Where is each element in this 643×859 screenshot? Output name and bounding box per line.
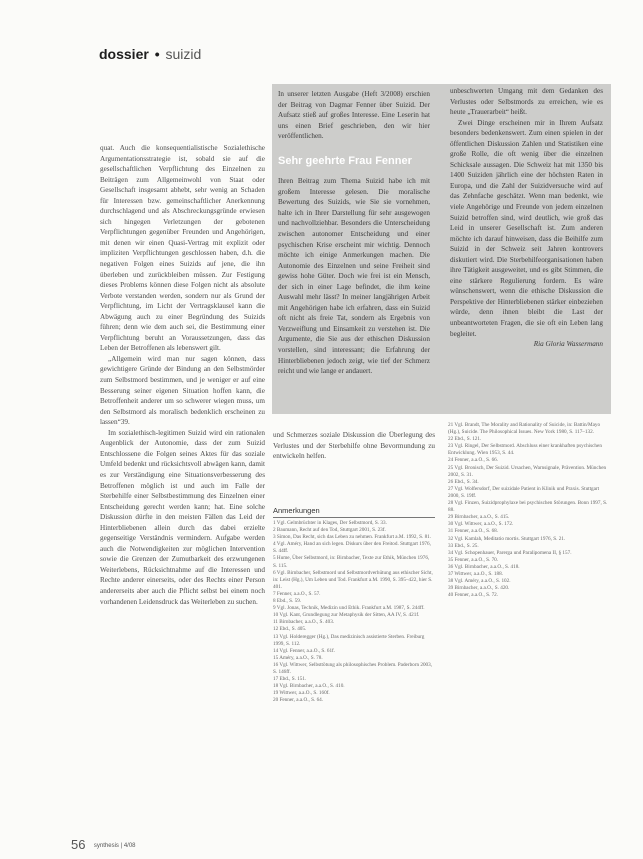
footnote: 40 Fenner, a.a.O., S. 72. — [448, 592, 499, 599]
left-paragraph: quat. Auch die konsequentialistische Sozialethische Argumentationsstrategie ist, sobald sie auf die gesellschaftlichen Verpflichtung des Einzelnen zu Beiträgen zum Allgemeinwohl von Staat oder Gesellschaft insgesamt abhebt, sehr wenig an Schaden für Interessen bzw. gemeinschaftlicher Anerkennung durchschlagend und als Abschreckungsgründe erwiesen sich hingegen Verletzungen der gebotenen Verpflichtungen gegenüber Freunden und Angehörigen, mit denen wir einen Quasi-Vertrag mit explizit oder impliziten Verpflichtungen geschlossen haben, d.h. die negativen Folgen eines Suizids auf jene, die ihn überleben und zurückbleiben müssen. Zur Festigung dieses Problems können diese Folgen nicht als absolute Verbote verstanden werden, sondern nur als Grund der Verpflichtung, im Licht der Vertragsklausel kann die Abwägung auch zu einer Begründung des Suizids führen; denn wie dem auch sei, die Bestimmung einer Verpflichtung beruht an Voraussetzungen, dass das Leben der Betroffenen als lebenswert gilt. — [100, 144, 265, 353]
footnote: 3 Simon, Das Recht, sich das Leben zu nehmen. Frankfurt a.M. 1992, S. 81. — [273, 534, 432, 541]
footnote: 23 Vgl. Ringel, Der Selbstmord. Abschluss einer krankhaften psychischen Entwicklung. Wien 1953, S. 44. — [448, 443, 602, 457]
section-header — [99, 46, 201, 62]
footnote: 1 Vgl. Gelmbrüchter in Klages, Der Selbstmord, S. 33. — [273, 520, 387, 526]
topic-label: suizid — [165, 46, 202, 62]
footnote: 33 Ebd., S. 25. — [448, 542, 479, 549]
letter-heading: Sehr geehrte Frau Fenner — [278, 154, 412, 167]
footnote: 9 Vgl. Jonas, Technik, Medizin und Ethik. Frankfurt a.M. 1987, S. 244ff. — [273, 605, 425, 612]
footnotes-right — [448, 422, 611, 827]
left-paragraph: „Allgemein wird man nur sagen können, dass gewichtigere Gründe der Bindung an den Selbstmörder zum Selbstmord bestimmen, und je weniger er auf eine Besserung seiner eigenen Situation hoffen kann, die Betroffenheit anderer um so schwerer wiegen muss, um den Selbstmord als moralisch bedenklich erscheinen zu lassen“39. — [100, 354, 265, 427]
letter-paragraph: Zwei Dinge erscheinen mir in Ihrem Aufsatz besonders bedenkenswert. Zum einen spielen in der öffentlichen Diskussion Zahlen und Statistiken eine große Rolle, die oft wenig über die einzelnen Schicksale aussagen. Die Schweiz hat mit 1350 bis 1400 Suiziden jährlich eine der höchsten Raten in Europa, und die Zahl der Suizidversuche wird auf das Zehnfache geschätzt. Wenn man bedenkt, wie viele Angehörige und Freunde von jedem einzelnen Suizid betroffen sind, wird deutlich, wie groß das Leid in unserer Gesellschaft ist. Zum anderen möchte ich darauf hinweisen, dass die Beihilfe zum Suizid in der Schweiz seit Jahren kontrovers diskutiert wird. Die Sterbehilfeorganisationen haben ihre Tätigkeit ausgeweitet, und es gibt Stimmen, die eine stärkere Regulierung fordern. Es wäre wünschenswert, wenn die ethische Diskussion die Perspektive der Hinterbliebenen stärker einbeziehen würde, denn ihnen bleibt die Last der unbeantworteten Fragen, die sie oft ein Leben lang begleitet. — [450, 118, 603, 338]
footnote: 27 Vgl. Wolfersdorf, Der suizidale Patient in Klinik und Praxis. Stuttgart 2000, S. 19ff. — [448, 485, 600, 499]
footnote: 24 Fenner, a.a.O., S. 66. — [448, 457, 499, 464]
footnote: 35 Fenner, a.a.O., S. 70. — [448, 556, 499, 563]
letter-signature: Ria Gloria Wassermann — [533, 340, 603, 349]
notes-title: Anmerkungen — [273, 506, 320, 515]
left-paragraph: Im sozialethisch-legitimen Suizid wird ein rationalen Augenblick der Autonomie, dass der zum Suizid Entschlossene die Folgen seines Aktes für das soziale Umfeld bedenkt und rücksichtsvoll abwägen kann, damit es zur Verständigung eine Situationsverbesserung des Betroffenen möglich ist und auch im Falle der Sterbehilfe einer Selbstbestimmung des Einzelnen einer Entscheidung gerecht werden kann; hat. Eine solche Diskussion dürfte in den meisten Fällen das Leid der Hinterbliebenen allein durch das dabei erzielte gegenseitige Verständnis vermindern. Aufgabe werden auch die Notwendigkeiten zur möglichen Intervention sowie die Grenzen der Zumutbarkeit des erzwungenen Weiterlebens, Rücksichtnahme auf die Interessen und Rechte anderer einerseits, oder des Rechts einer Person andererseits aber auch die Pflicht selbst bei einem noch vorhandenen Leidensdruck das Weiterleben zu suchen. — [100, 428, 265, 606]
footnote: 19 Wittwer, a.a.O., S. 160f. — [273, 690, 330, 697]
middle-text-column — [273, 430, 435, 500]
footnote: 28 Vgl. Finzen, Suizidprophylaxe bei psychischen Störungen. Bonn 1997, S. 88. — [448, 500, 608, 514]
footnote: 8 Ebd., S. 59. — [273, 598, 302, 605]
footnote: 7 Fenner, a.a.O., S. 57. — [273, 590, 321, 597]
footnote: 18 Vgl. Birnbacher, a.a.O., S. 410. — [273, 683, 345, 690]
footnote: 25 Vgl. Bronisch, Der Suizid. Ursachen, Warnsignale, Prävention. München 2002, S. 31. — [448, 464, 607, 478]
footnote: 34 Vgl. Schopenhauer, Parerga und Paralipomena II, § 157. — [448, 549, 572, 556]
footnote: 32 Vgl. Kamlah, Meditatio mortis. Stuttgart 1976, S. 21. — [448, 535, 566, 542]
letter-paragraph: unbeschwerten Umgang mit dem Gedanken des Verlustes oder Selbstmords zu erreichen, wie es heute „Trauerarbeit“ heißt. — [450, 87, 603, 117]
footnote: 31 Fenner, a.a.O., S. 68. — [448, 528, 499, 535]
footnote: 20 Fenner, a.a.O., S. 64. — [273, 697, 324, 704]
footnote: 14 Vgl. Fenner, a.a.O., S. 61f. — [273, 647, 336, 654]
magazine-issue: synthesis | 4/08 — [93, 843, 136, 849]
footnote: 22 Ebd., S. 121. — [448, 436, 482, 443]
reader-letter-box — [272, 84, 611, 414]
letter-intro: In unserer letzten Ausgabe (Heft 3/2008) erschien der Beitrag von Dagmar Fenner über Suizid. Der Aufsatz stieß auf großes Interesse. Eine Leserin hat uns einen Brief geschrieben, den wir hier veröffentlichen. — [278, 90, 430, 141]
letter-paragraph: Ihren Beitrag zum Thema Suizid habe ich mit großem Interesse gelesen. Die moralische Bewertung des Suizids, wie Sie sie vornehmen, halte ich in Ihrer Darstellung für sehr ausgewogen und nachvollziehbar. Besonders die Unterscheidung zwischen autonomer Entscheidung und einer psychischen Krise erscheint mir wichtig. Dennoch möchte ich einige Anmerkungen machen. Die Autonomie des Einzelnen und seine Freiheit sind gewiss hohe Güter. Doch wie frei ist ein Mensch, der sich in einer Lage befindet, die ihm keine Auswahl mehr lässt? In meiner langjährigen Arbeit mit Angehörigen habe ich erfahren, dass ein Suizid oft nicht als freie Tat, sondern als Ergebnis von Verzweiflung und Einsamkeit zu verstehen ist. Die Argumente, die Sie aus der ethischen Diskussion vorstellen, sind interessant; die Erfahrung der Hinterbliebenen jedoch zeigt, wie tief der Schmerz reicht und wie lange er andauert. — [278, 177, 430, 376]
footnote: 11 Birnbacher, a.a.O., S. 403. — [273, 619, 335, 626]
footnote: 30 Vgl. Wittwer, a.a.O., S. 172. — [448, 521, 514, 528]
page-number: 56 — [71, 837, 86, 852]
section-label: dossier — [99, 46, 149, 62]
footnote: 21 Vgl. Brandt, The Morality and Rationality of Suicide, in: Battin/Mayo (Hg.), Suicide. The Philosophical Issues. New York 1980, S. 117–132. — [448, 422, 601, 436]
letter-right-column — [450, 86, 603, 408]
middle-paragraph: und Schmerzes soziale Diskussion die Überlegung des Verlustes und der Sterbehilfe ohne Bevormundung zu entwickeln helfen. — [273, 431, 435, 460]
footnote: 38 Vgl. Améry, a.a.O., S. 102. — [448, 578, 511, 585]
footnote: 29 Birnbacher, a.a.O., S. 415. — [448, 514, 510, 521]
footnote: 15 Améry, a.a.O., S. 78. — [273, 654, 323, 661]
footnote: 16 Vgl. Wittwer, Selbsttötung als philosophisches Problem. Paderborn 2003, S. 146ff. — [273, 661, 433, 675]
footnote: 10 Vgl. Kant, Grundlegung zur Metaphysik der Sitten, AA IV, S. 421f. — [273, 612, 420, 619]
footnote: 37 Wittwer, a.a.O., S. 188. — [448, 570, 503, 577]
footnotes-left — [273, 520, 433, 825]
notes-divider — [273, 517, 435, 518]
footnote: 39 Birnbacher, a.a.O., S. 420. — [448, 585, 510, 592]
footnote: 26 Ebd., S. 34. — [448, 478, 479, 485]
footnote: 36 Vgl. Birnbacher, a.a.O., S. 418. — [448, 563, 520, 570]
footnote: 13 Vgl. Holderegger (Hg.), Das medizinisch assistierte Sterben. Freiburg 1999, S. 112. — [273, 633, 425, 647]
letter-left-column — [278, 89, 430, 409]
bullet-separator: • — [154, 46, 160, 62]
footnote: 12 Ebd., S. 405. — [273, 626, 307, 633]
footnote: 6 Vgl. Birnbacher, Selbstmord und Selbstmordverhütung aus ethischer Sicht, in: Leist (Hg.), Um Leben und Tod. Frankfurt a.M. 1990, S. 395–422, hier S. 401. — [273, 569, 433, 590]
left-text-column — [100, 143, 265, 823]
footnote: 5 Hume, Über Selbstmord, in: Birnbacher, Texte zur Ethik, München 1976, S. 115. — [273, 555, 430, 569]
footnote: 2 Baumann, Recht auf den Tod, Stuttgart 2001, S. 23f. — [273, 527, 386, 534]
footnote: 4 Vgl. Améry, Hand an sich legen. Diskurs über den Freitod. Stuttgart 1976, S. 44ff. — [273, 541, 431, 555]
footnote: 17 Ebd., S. 151. — [273, 676, 307, 683]
page-footer — [71, 836, 136, 854]
